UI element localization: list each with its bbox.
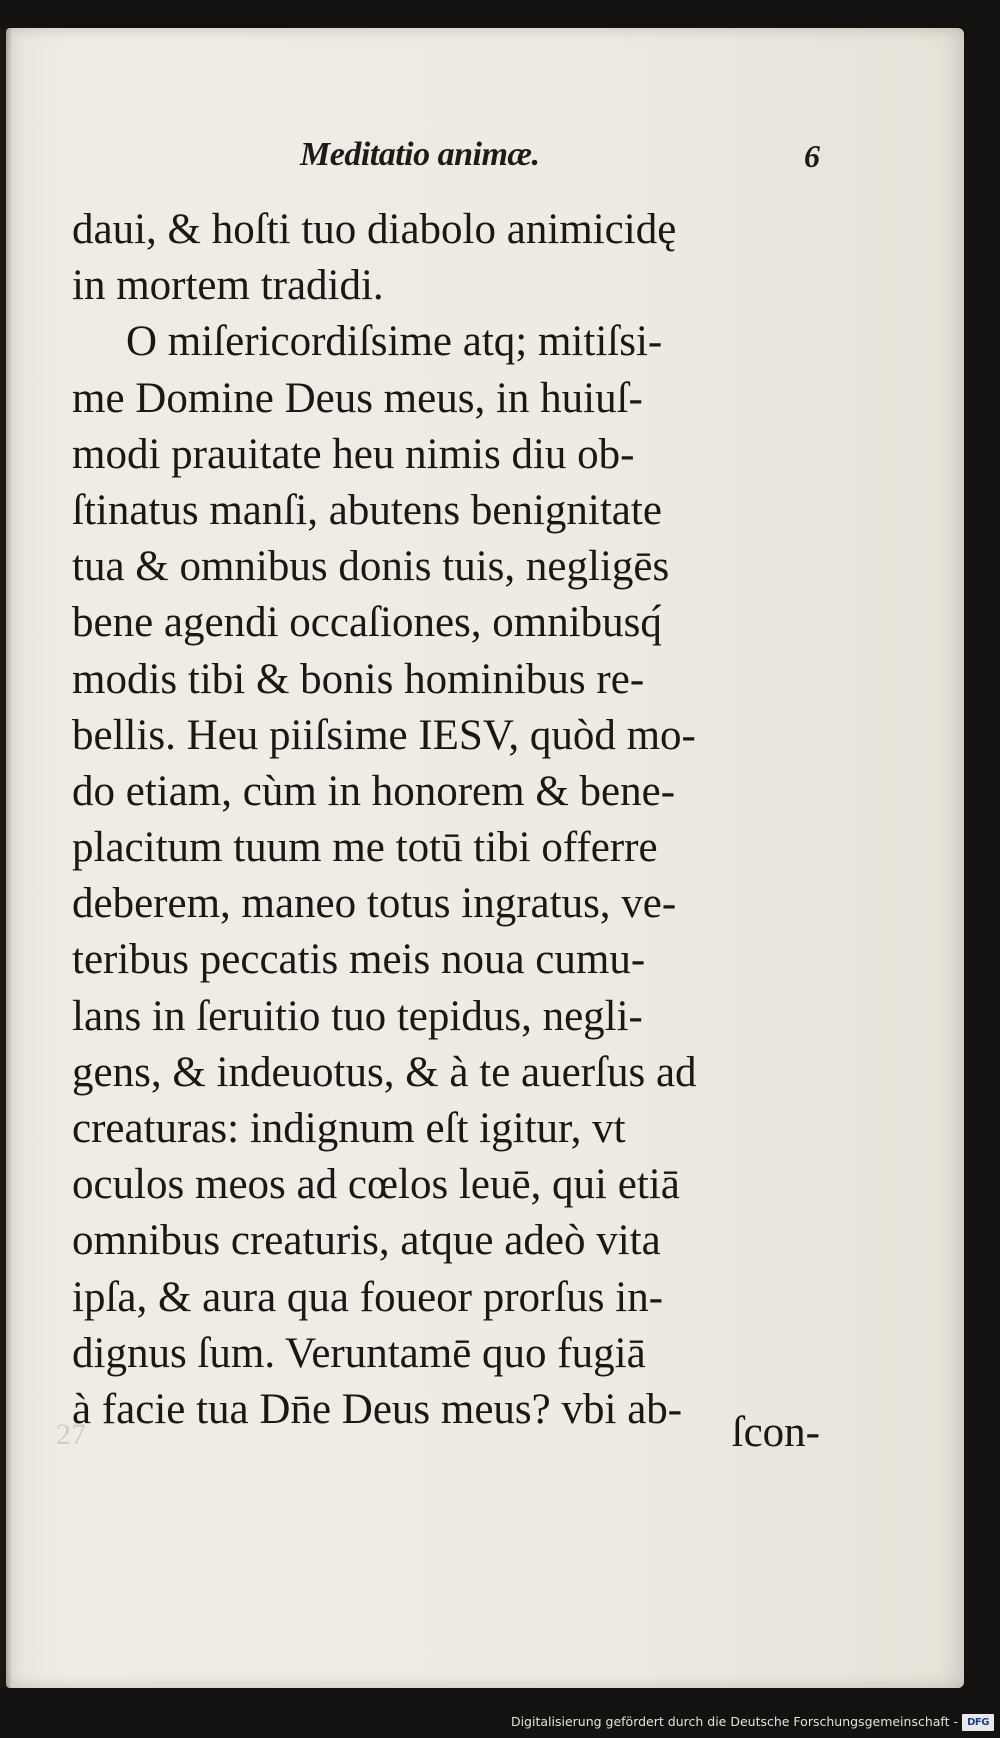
- text-line: modis tibi & bonis hominibus re-: [72, 655, 645, 703]
- text-line: placitum tuum me totū tibi offerre: [72, 824, 658, 872]
- folio-number: 6: [804, 138, 820, 174]
- text-block: [72, 202, 820, 1438]
- text-line: O miſericordiſsime atq; mitiſsi-: [126, 318, 663, 366]
- text-line: dignus ſum. Veruntamē quo fugiā: [72, 1329, 646, 1377]
- running-title: Meditatio animæ.: [300, 136, 540, 173]
- text-line: bene agendi occaſiones, omnibusq́: [72, 599, 662, 647]
- text-line: ſtinatus manſi, abutens benignitate: [72, 486, 662, 534]
- text-line: modi prauitate heu nimis diu ob-: [72, 430, 635, 478]
- text-line: do etiam, cùm in honorem & bene-: [72, 767, 676, 815]
- text-line: ipſa, & aura qua foueor prorſus in-: [72, 1273, 664, 1321]
- text-line: oculos meos ad cœlos leuē, qui etiā: [72, 1161, 680, 1209]
- text-line: teribus peccatis meis noua cumu-: [72, 936, 646, 984]
- text-line: creaturas: indignum eſt igitur, vt: [72, 1105, 626, 1152]
- text-line: bellis. Heu piiſsime IESV, quòd mo-: [72, 711, 696, 759]
- text-line: tua & omnibus donis tuis, negligēs: [72, 543, 670, 591]
- text-line: me Domine Deus meus, in huiuſ-: [72, 374, 643, 422]
- show-through-mark: 27: [56, 1418, 86, 1451]
- funding-credit: Digitalisierung gefördert durch die Deutsche Forschungsgemeinschaft -: [510, 1714, 958, 1729]
- text-line: in mortem tradidi.: [72, 262, 384, 310]
- dfg-logo-icon: DFG: [962, 1714, 994, 1731]
- digitization-footer: [0, 1708, 1000, 1738]
- text-line: à facie tua Dn̄e Deus meus? vbi ab-: [72, 1385, 683, 1433]
- page-header: [300, 118, 820, 188]
- catchword: ſcon-: [731, 1409, 820, 1456]
- text-line: deberem, maneo totus ingratus, ve-: [72, 880, 677, 928]
- text-line: omnibus creaturis, atque adeò vita: [72, 1217, 661, 1265]
- text-line: gens, & indeuotus, & à te auerſus ad: [72, 1048, 697, 1096]
- text-line: lans in ſeruitio tuo tepidus, negli-: [72, 992, 643, 1040]
- page-edge-shadow: [0, 28, 12, 1688]
- text-line: daui, & hoſti tuo diabolo animicidę: [72, 206, 677, 253]
